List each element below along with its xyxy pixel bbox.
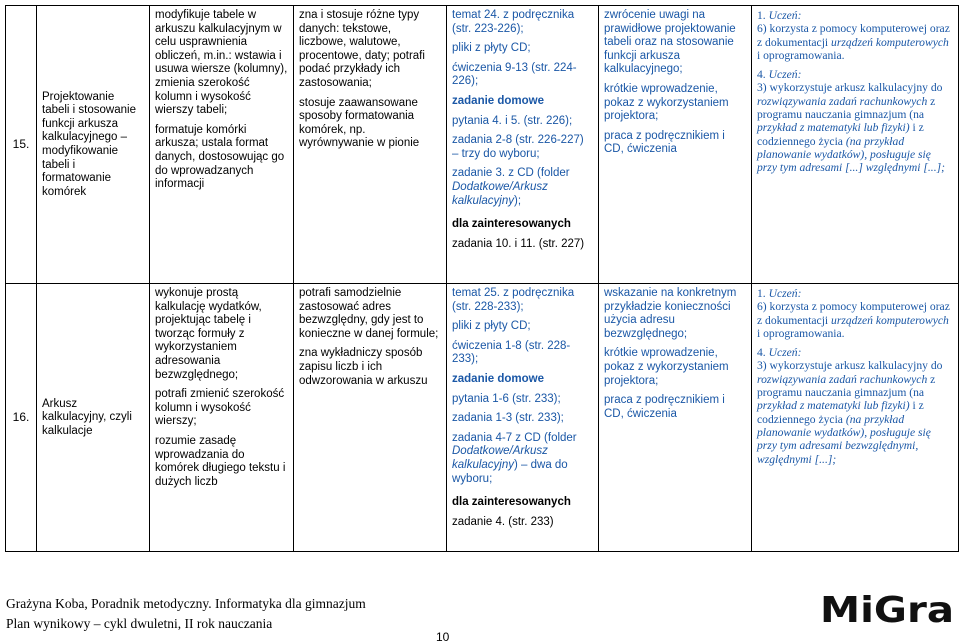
- materials-cell: [447, 6, 599, 284]
- point-subject: Uczeń:: [768, 68, 802, 82]
- point-text: z programu nauczania gimnazjum (na: [757, 94, 936, 122]
- material-text: zadania 4-7 z CD (folder: [452, 431, 577, 444]
- method-text: praca z podręcznikiem i CD, ćwiczenia: [604, 129, 725, 156]
- migra-logo: [818, 588, 956, 628]
- folder-path: Dodatkowe/Arkusz kalkulacyjny: [452, 180, 548, 207]
- material-text: zadanie 3. z CD (folder: [452, 167, 570, 180]
- point-subject: Uczeń:: [768, 9, 802, 22]
- point-text: i oprogramowania.: [757, 48, 845, 62]
- point-text: 3) wykorzystuje arkusz kalkulacyjny do: [757, 81, 943, 95]
- plan-table: [5, 5, 959, 552]
- extended-requirements-cell: [294, 284, 447, 552]
- footer-plan-line: Plan wynikowy – cykl dwuletni, II rok nauczania: [6, 616, 273, 631]
- material-line: temat 24. z podręcznika (str. 223-226);: [452, 9, 575, 35]
- point-subject: Uczeń:: [768, 287, 802, 300]
- point-number: 1.: [757, 287, 769, 300]
- point-text: 3) wykorzystuje arkusz kalkulacyjny do: [757, 359, 943, 373]
- point-text: z programu nauczania gimnazjum (na: [757, 372, 936, 400]
- material-line: [452, 432, 593, 486]
- curriculum-point: [757, 346, 953, 466]
- point-text-italic: przykład z matematyki lub fizyki): [757, 121, 910, 135]
- row-number: 15.: [6, 6, 37, 284]
- point-subject: Uczeń:: [768, 346, 802, 360]
- methods-cell: [599, 284, 752, 552]
- point-number: 4.: [757, 68, 769, 82]
- material-line: [452, 167, 593, 208]
- material-line: zadania 2-8 (str. 226-227) – trzy do wyboru;: [452, 134, 584, 160]
- requirement-text: rozumie zasadę wprowadzania do komórek długiego tekstu i dużych liczb: [155, 434, 286, 488]
- material-line: ćwiczenia 9-13 (str. 224-226);: [452, 61, 577, 88]
- point-text-italic: rozwiązywania zadań rachunkowych: [757, 94, 928, 108]
- requirement-text: formatuje komórki arkusza; ustala format danych, dostosowując go do wprowadzanych informacji: [155, 123, 285, 191]
- basic-requirements-cell: [150, 284, 294, 552]
- point-text: i z codziennego życia: [757, 121, 924, 148]
- point-text-italic: urządzeń komputerowych: [831, 35, 949, 49]
- material-line: pytania 4. i 5. (str. 226);: [452, 114, 573, 127]
- page-number: 10: [436, 630, 450, 644]
- requirement-text: potrafi samodzielnie zastosować adres bezwzględny, gdy jest to konieczne w danej formule;: [299, 287, 439, 340]
- homework-heading: zadanie domowe: [452, 372, 545, 385]
- point-text-italic: (na przykład planowanie wydatków), posługuje się przy tym adresami [...] względnymi [...];: [757, 134, 945, 175]
- requirement-text: modyfikuje tabele w arkuszu kalkulacyjnym w celu usprawnienia obliczeń, m.in.: wstawia i usuwa wiersze (kolumny), zmienia szerokość kolumn i wysokość wierszy tabeli;: [155, 9, 288, 117]
- point-text-italic: rozwiązywania zadań rachunkowych: [757, 372, 928, 386]
- interested-heading: dla zainteresowanych: [452, 496, 571, 509]
- curriculum-cell: [752, 284, 959, 552]
- material-text: ) – dwa do wyboru;: [452, 458, 568, 485]
- materials-cell: [447, 284, 599, 552]
- requirement-text: potrafi zmienić szerokość kolumn i wysokość wierszy;: [155, 388, 285, 428]
- method-text: wskazanie na konkretnym przykładzie konieczności użycia adresu bezwzględnego;: [604, 287, 737, 340]
- extended-requirements-cell: [294, 6, 447, 284]
- material-line: pliki z płyty CD;: [452, 42, 531, 55]
- material-line: zadania 1-3 (str. 233);: [452, 412, 564, 425]
- point-text-italic: urządzeń komputerowych: [831, 313, 949, 327]
- requirement-text: zna wykładniczy sposób zapisu liczb i ich odwzorowania w arkuszu: [299, 347, 428, 387]
- point-text: 6) korzysta z pomocy komputerowej oraz z dokumentacji: [757, 22, 950, 49]
- point-text-italic: (na przykład planowanie wydatków), posługuje się przy tym adresami bezwzględnymi, względnymi [...];: [757, 412, 931, 466]
- requirement-text: wykonuje prostą kalkulację wydatków, projektując tabelę i tworząc formuły z wykorzystaniem adresowania bezwzględnego;: [155, 287, 262, 381]
- curriculum-point: [757, 9, 953, 62]
- requirement-text: zna i stosuje różne typy danych: tekstowe, liczbowe, walutowe, procentowe, daty; potrafi podać przykłady ich zastosowania;: [299, 9, 425, 89]
- point-text: i z codziennego życia: [757, 399, 924, 426]
- material-line: ćwiczenia 1-8 (str. 228-233);: [452, 339, 571, 366]
- material-line: pliki z płyty CD;: [452, 320, 531, 333]
- curriculum-cell: [752, 6, 959, 284]
- method-text: krótkie wprowadzenie, pokaz z wykorzystaniem projektora;: [604, 82, 729, 123]
- method-text: zwrócenie uwagi na prawidłowe projektowanie tabeli oraz na stosowanie funkcji arkusza kalkulacyjnego;: [604, 9, 736, 76]
- folder-path: Dodatkowe/Arkusz kalkulacyjny: [452, 445, 548, 471]
- material-line: temat 25. z podręcznika (str. 228-233);: [452, 287, 575, 313]
- material-line: zadanie 4. (str. 233): [452, 515, 554, 528]
- table-row: [6, 6, 959, 284]
- material-line: zadania 10. i 11. (str. 227): [452, 237, 585, 250]
- curriculum-point: [757, 68, 953, 174]
- material-text: );: [514, 194, 522, 207]
- point-text-italic: przykład z matematyki lub fizyki): [757, 399, 910, 413]
- lesson-topic: Projektowanie tabeli i stosowanie funkcji arkusza kalkulacyjnego – modyfikowanie tabeli i formatowanie komórek: [37, 6, 150, 284]
- svg-text:MiGra: MiGra: [820, 590, 954, 628]
- footer-author-line: Grażyna Koba, Poradnik metodyczny. Informatyka dla gimnazjum: [6, 596, 366, 611]
- point-text: 6) korzysta z pomocy komputerowej oraz z dokumentacji: [757, 300, 950, 327]
- table-row: [6, 284, 959, 552]
- point-number: 1.: [757, 9, 769, 22]
- curriculum-point: [757, 287, 953, 340]
- material-line: pytania 1-6 (str. 233);: [452, 392, 561, 405]
- method-text: krótkie wprowadzenie, pokaz z wykorzystaniem projektora;: [604, 347, 729, 387]
- requirement-text: stosuje zaawansowane sposoby formatowania komórek, np. wyrównywanie w pionie: [299, 96, 420, 150]
- basic-requirements-cell: [150, 6, 294, 284]
- point-number: 4.: [757, 346, 769, 360]
- homework-heading: zadanie domowe: [452, 94, 545, 107]
- point-text: i oprogramowania.: [757, 326, 845, 340]
- method-text: praca z podręcznikiem i CD, ćwiczenia: [604, 394, 725, 420]
- row-number: 16.: [6, 284, 37, 552]
- lesson-topic: Arkusz kalkulacyjny, czyli kalkulacje: [37, 284, 150, 552]
- methods-cell: [599, 6, 752, 284]
- interested-heading: dla zainteresowanych: [452, 218, 571, 231]
